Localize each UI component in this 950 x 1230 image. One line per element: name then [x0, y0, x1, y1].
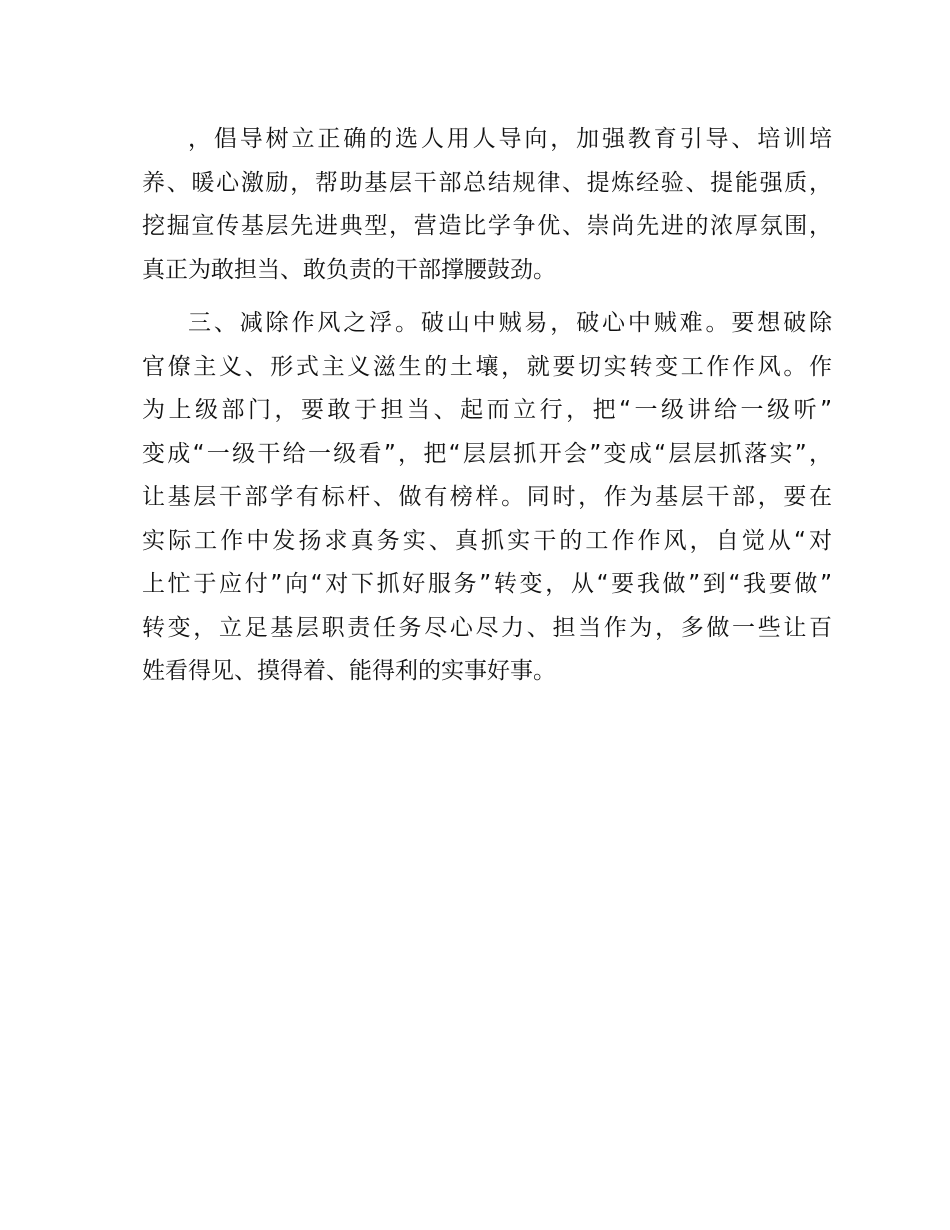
text-line: 三、减除作风之浮。破山中贼易，破心中贼难。要想破除: [188, 310, 832, 336]
text-line: 让基层干部学有标杆、做有榜样。同时，作为基层干部，要在: [142, 484, 832, 510]
text-line: 上忙于应付”向“对下抓好服务”转变，从“要我做”到“我要做”: [142, 571, 832, 597]
document-body: [142, 118, 832, 694]
text-line: 转变，立足基层职责任务尽心尽力、担当作为，多做一些让百: [142, 614, 832, 641]
text-line: ，倡导树立正确的选人用人导向，加强教育引导、培训培: [188, 126, 832, 152]
text-line: 养、暖心激励，帮助基层干部总结规律、提炼经验、提能强质，: [142, 169, 832, 196]
text-line: 真正为敢担当、敢负责的干部撑腰鼓劲。: [142, 256, 556, 283]
paragraph-1: [142, 118, 832, 292]
text-line: 姓看得见、摸得着、能得利的实事好事。: [142, 658, 556, 684]
text-line: 为上级部门，要敢于担当、起而立行，把“一级讲给一级听”: [142, 397, 832, 423]
text-line: 变成“一级干给一级看”，把“层层抓开会”变成“层层抓落实”，: [142, 440, 832, 467]
text-line: 实际工作中发扬求真务实、真抓实干的工作作风，自觉从“对: [142, 527, 832, 554]
text-line: 官僚主义、形式主义滋生的土壤，就要切实转变工作作风。作: [142, 353, 832, 380]
text-line: 挖掘宣传基层先进典型，营造比学争优、崇尚先进的浓厚氛围，: [142, 213, 832, 239]
paragraph-2: [142, 302, 832, 694]
